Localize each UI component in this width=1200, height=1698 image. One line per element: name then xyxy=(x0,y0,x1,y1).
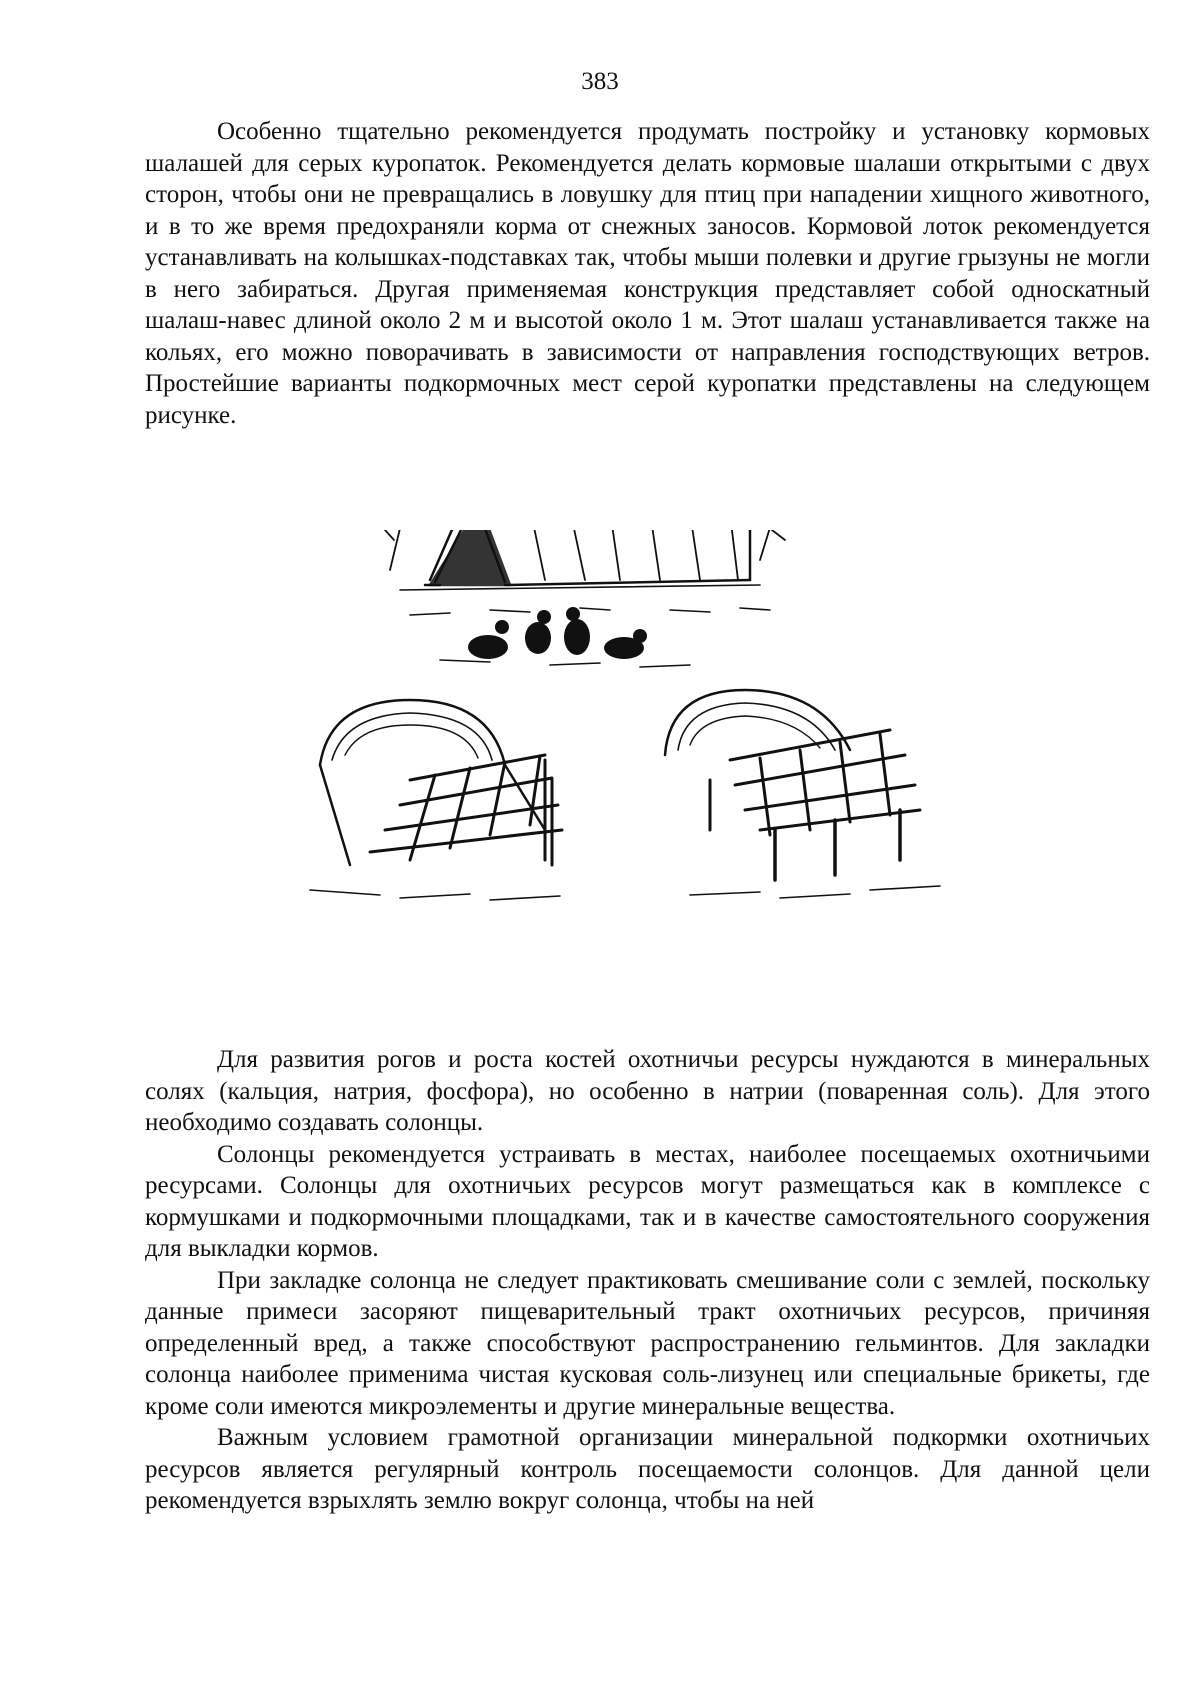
paragraph: Особенно тщательно рекомендуется продумать постройку и установку кормовых шалашей для серых куропаток. Рекомендуется делать кормовые шалаши открытыми с двух сторон, чтобы они не превращались в ловушку для птиц при нападении хищного животного, и в то же время предохраняли корма от снежных заносов. Кормовой лоток рекомендуется устанавливать на колышках-подставках так, чтобы мыши полевки и другие грызуны не могли в него забираться. Другая применяемая конструкция представляет собой односкатный шалаш-навес длиной около 2 м и высотой около 1 м. Этот шалаш устанавливается также на кольях, его можно поворачивать в зависимости от направления господствующих ветров. Простейшие варианты подкормочных мест серой куропатки представлены на следующем рисунке. xyxy=(145,118,1150,429)
arched-shelter-left xyxy=(310,700,562,900)
text-block-top xyxy=(145,116,1150,431)
gable-shelter xyxy=(385,530,790,590)
paragraph: Для развития рогов и роста костей охотничьи ресурсы нуждаются в минеральных солях (кальция, натрия, фосфора), но особенно в натрии (поваренная соль). Для этого необходимо создавать солонцы. xyxy=(145,1046,1150,1136)
paragraph: Солонцы рекомендуется устраивать в местах, наиболее посещаемых охотничьими ресурсами. Солонцы для охотничьих ресурсов могут размещаться как в комплексе с кормушками и подкормочными площадками, так и в качестве самостоятельного сооружения для выкладки кормов. xyxy=(145,1140,1150,1262)
page-number: 383 xyxy=(581,68,619,95)
figure-feeding-shelters xyxy=(290,530,1010,990)
paragraph: При закладке солонца не следует практиковать смешивание соли с землей, поскольку данные примеси засоряют пищеварительный тракт охотничьих ресурсов, причиняя определенный вред, а также способствуют распространению гельминтов. Для закладки солонца наиболее применима чистая кусковая соль-лизунец или специальные брикеты, где кроме соли имеются микроэлементы и другие минеральные вещества. xyxy=(145,1266,1150,1420)
ground-marks xyxy=(410,608,770,667)
text-block-bottom xyxy=(145,1044,1150,1517)
feeding-shelter-illustration xyxy=(290,530,1010,990)
partridge-birds xyxy=(468,607,647,659)
arched-shelter-right xyxy=(665,690,940,898)
paragraph: Важным условием грамотной организации минеральной подкормки охотничьих ресурсов является регулярный контроль посещаемости солонцов. Для данной цели рекомендуется взрыхлять землю вокруг солонца, чтобы на ней xyxy=(145,1424,1150,1514)
